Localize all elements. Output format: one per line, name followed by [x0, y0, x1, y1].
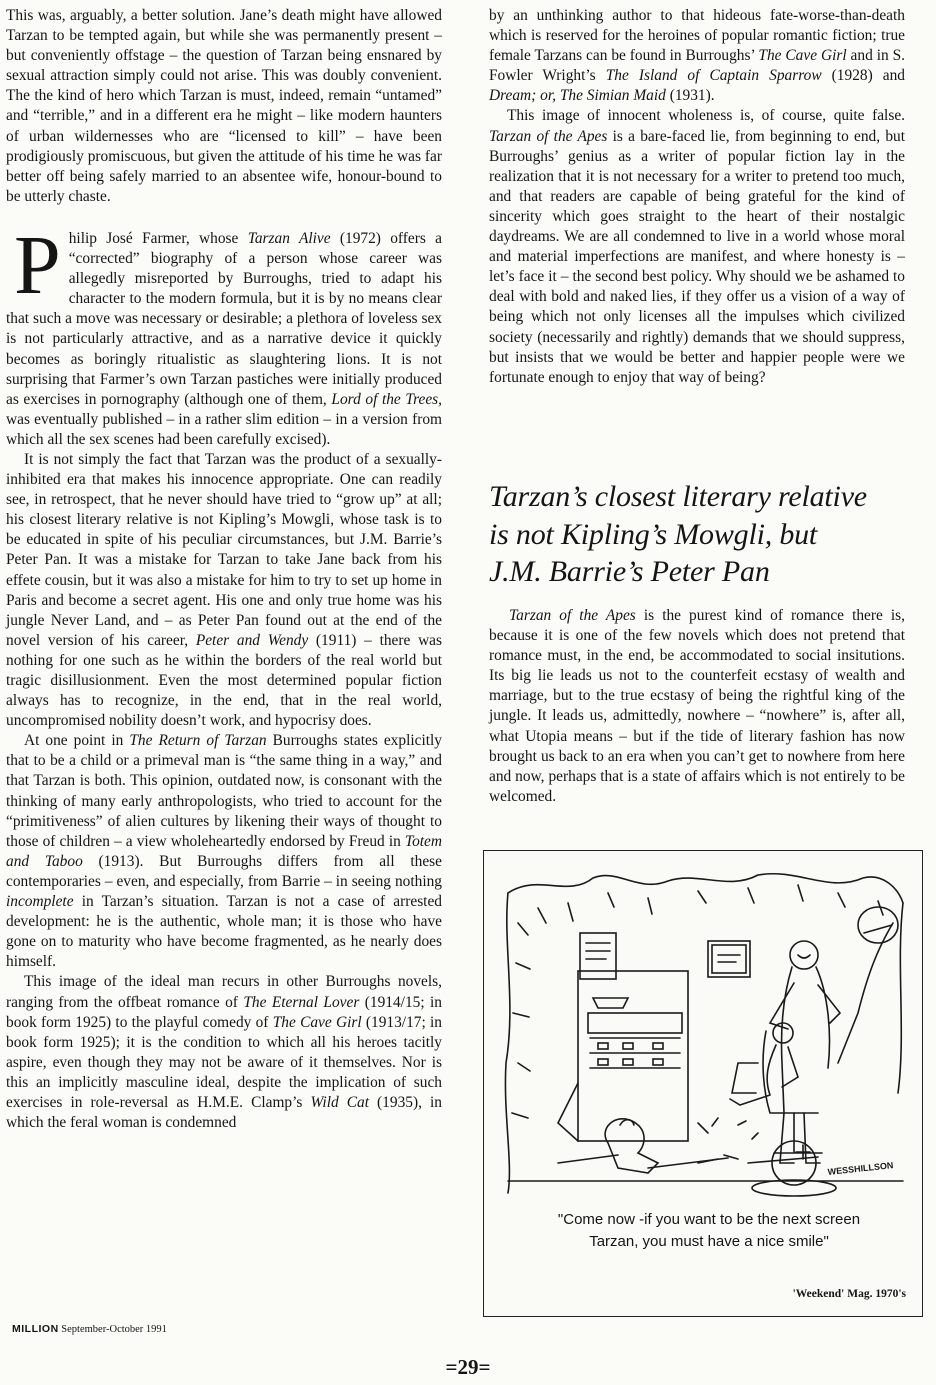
dentist-cartoon-illustration [498, 863, 908, 1203]
pull-quote-line: J.M. Barrie’s Peter Pan [489, 555, 770, 589]
right-column [489, 6, 905, 388]
paragraph: by an unthinking author to that hideous fate-worse-than-death which is reserved for the heroines of popular romantic fiction; true female Tarzans can be found in Burroughs’ The Cave Girl and in S. Fowler Wright’s The Island of Captain Sparrow (1928) and Dream; or, The Simian Maid (1931). [489, 7, 906, 105]
paragraph: This was, arguably, a better solution. Jane’s death might have allowed Tarzan to be tempted again, but while she was permanently present – but conveniently offstage – the question of Tarzan being ensnared by sexual attraction simply could not arise. This was doubly convenient. The the kind of hero which Tarzan is must, indeed, remain “untamed” and “terrible,” and in a different era he might – like modern haunters of urban wildernesses who are “licensed to kill” – have been prodigiously promiscuous, but given the attitude of his time he was far better off being safely married to an absentee wife, honour-bound to be utterly chaste. [6, 7, 442, 205]
paragraph: It is not simply the fact that Tarzan was the product of a sexually-inhibited era that makes his innocence appropriate. One can readily see, in retrospect, that he never should have tried to “grow up” at all; his closest literary relative is not Kipling’s Mowgli, whose task is to be educated in spite of his peculiar circumstances, but J.M. Barrie’s Peter Pan. It was a mistake for Tarzan to take Jane back from his effete cousin, but it was also a mistake for him to try to set up home in Paris and become a secret agent. His one and only true home was his jungle Never Land, and – as Peter Pan found out at the end of the novel version of his career, Peter and Wendy (1911) – there was nothing for one such as he within the borders of the real world but tragic disillusionment. Even the most determined popular fiction always has to recognize, in the end, that in the real world, uncompromised nobility doesn’t work, and hypocrisy does. [6, 450, 443, 730]
pull-quote [489, 478, 919, 591]
drop-cap: P [14, 218, 61, 312]
cartoon-credit: 'Weekend' Mag. 1970's [792, 1288, 906, 1300]
paragraph: This image of innocent wholeness is, of course, quite false. Tarzan of the Apes is a bare-faced lie, from beginning to end, but Burroughs’ genius as a writer of popular fiction lay in the realization that it is not necessary for a writer to pretend too much, and that readers are capable of being grateful for the kind of sincerity which goes straight to the heart of their nostalgic daydreams. We are all condemned to live in a world whose moral and material imperfections are manifest, and where honesty is – let’s face it – the second best policy. Why should we be ashamed to deal with bold and naked lies, if they offer us a vision of a way of being which not only licenses all the impulses which civilized society (necessarily and rightly) demands that we should suppress, but insists that we would be better and happier people were we fortunate enough to enjoy that way of being? [489, 107, 905, 386]
cartoon-signature: WESSHILLSON [827, 1160, 894, 1177]
cartoon-box [483, 850, 923, 1317]
issue-date: September-October 1991 [61, 1324, 167, 1335]
magazine-footer [12, 1323, 167, 1335]
page-number: =29= [445, 1355, 491, 1379]
caption-line: "Come now -if you want to be the next screen [557, 1211, 861, 1228]
caption-line: Tarzan, you must have a nice smile" [589, 1233, 829, 1250]
paragraph: Tarzan of the Apes is the purest kind of romance there is, because it is one of the few novels which does not pretend that romance must, in the end, be accommodated to social insitutions. Its big lie leads us not to the counterfeit ecstasy of wealth and marriage, but to the true ecstasy of being the rightful king of the jungle. It leads us, admittedly, nowhere – “nowhere” is, after all, what Utopia means – but if the tide of literary fashion has now brought us back to an era when you can’t get to nowhere from here and now, perhaps that is a state of affairs which is not entirely to be welcomed. [489, 607, 906, 805]
cartoon-caption [514, 1209, 904, 1253]
paragraph: This image of the ideal man recurs in other Burroughs novels, ranging from the offbeat romance of The Eternal Lover (1914/15; in book form 1925) to the playful comedy of The Cave Girl (1913/17; in book form 1925); it is the condition to which all his heroes tacitly aspire, even though they may not be aware of it themselves. Nor is this an implicitly masculine ideal, despite the implication of such exercises in role-reversal as H.M.E. Clamp’s Wild Cat (1935), in which the feral woman is condemned [6, 973, 442, 1132]
left-column [6, 6, 442, 1133]
magazine-name: MILLION [12, 1323, 59, 1335]
pull-quote-line: Tarzan’s closest literary relative [489, 480, 867, 513]
pull-quote-line: is not Kipling’s Mowgli, but [489, 517, 818, 551]
right-column-lower [489, 606, 905, 807]
paragraph-dropcap: Philip José Farmer, whose Tarzan Alive (1972) offers a “corrected” biography of a person whose career was allegedly misreported by Burroughs, tried to adapt his character to the modern formula, but it is by no means clear that such a move was necessary or desirable; a plethora of loveless sex is not particularly attractive, and as a narrative device it quickly becomes as boringly ritualistic as slaughtering lions. It is not surprising that Farmer’s own Tarzan pastiches were initially produced as exercises in pornography (although one of them, Lord of the Trees, was eventually published – in a rather slim edition – in a version from which all the sex scenes had been carefully excised). [6, 218, 443, 448]
paragraph: At one point in The Return of Tarzan Burroughs states explicitly that to be a child or a primeval man is “the same thing in a way,” and that Tarzan is both. This opinion, outdated now, is consonant with the thinking of many early anthropologists, who tried to account for the “primitiveness” of alien cultures by likening their ways of thought to those of children – a view wholeheartedly endorsed by Freud in Totem and Taboo (1913). But Burroughs differs from all these contemporaries – even, and especially, from Barrie – in seeing nothing incomplete in Tarzan’s situation. Tarzan is not a case of arrested development: he is the authentic, whole man; it is those who have gone on to maturity who have become fragmented, as he nearly does himself. [6, 732, 442, 971]
